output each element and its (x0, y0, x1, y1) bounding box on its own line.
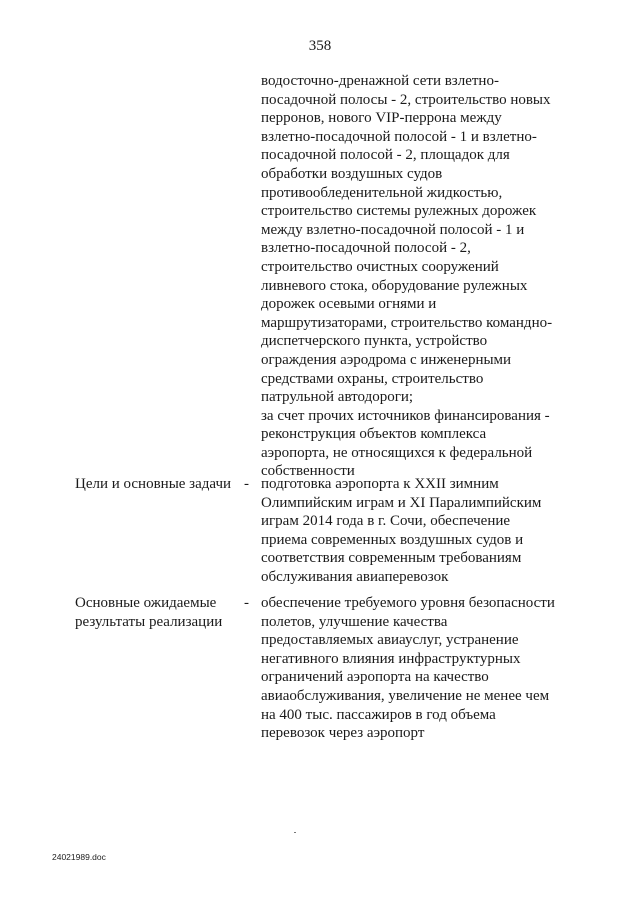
text-line: водосточно-дренажной сети взлетно- (261, 73, 499, 89)
text-line: подготовка аэропорта к XXII зимним (261, 476, 499, 492)
text-line: ограничений аэропорта на качество (261, 669, 489, 686)
text-line: перронов, нового VIP-перрона между (261, 110, 502, 127)
text-line: полетов, улучшение качества (261, 613, 448, 630)
label-line: Цели и основные задачи (75, 476, 232, 492)
text-line: диспетчерского пункта, устройство (261, 333, 488, 350)
page-number: 358 (308, 38, 332, 54)
label-line: Основные ожидаемые (75, 595, 217, 611)
text-line: соответствия современным требованиям (261, 550, 522, 567)
text-line: обработки воздушных судов (261, 165, 443, 182)
text-line: на 400 тыс. пассажиров в год объема (261, 706, 496, 723)
text-line: противообледенительной жидкостью, (261, 184, 503, 201)
text-line: посадочной полосой - 2, площадок для (261, 147, 510, 164)
text-line: ограждения аэродрома с инженерными (261, 351, 512, 368)
text-line: собственности (261, 463, 355, 480)
text-line: авиаобслуживания, увеличение не менее чем (261, 687, 550, 704)
goals-dash: - (244, 476, 249, 492)
expected-results-label (75, 594, 240, 631)
text-line: обслуживания авиаперевозок (261, 568, 449, 585)
text-line: негативного влияния инфраструктурных (261, 650, 521, 667)
text-line: дорожек осевыми огнями и (261, 296, 437, 313)
text-line: маршрутизаторами, строительство командно- (261, 314, 553, 331)
text-line: реконструкция объектов комплекса (261, 426, 487, 443)
text-line: патрульной автодороги; (261, 389, 414, 406)
goals-value (261, 475, 601, 587)
text-line: обеспечение требуемого уровня безопасности (261, 595, 555, 611)
text-line: средствами охраны, строительство (261, 370, 484, 387)
text-line: взлетно-посадочной полосой - 2, (261, 240, 471, 257)
scan-speck (294, 832, 296, 833)
continuation-paragraph (261, 72, 601, 481)
expected-results-dash: - (244, 595, 249, 611)
text-line: Олимпийским играм и XI Паралимпийским (261, 494, 542, 511)
goals-label (75, 475, 240, 494)
text-line: предоставляемых авиауслуг, устранение (261, 632, 519, 649)
text-line: аэропорта, не относящихся к федеральной (261, 444, 533, 461)
text-line: строительство очистных сооружений (261, 258, 499, 275)
text-line: посадочной полосы - 2, строительство новых (261, 91, 551, 108)
text-line: строительство системы рулежных дорожек (261, 203, 537, 220)
footer-filename: 24021989.doc (52, 852, 106, 862)
text-line: взлетно-посадочной полосой - 1 и взлетно- (261, 128, 537, 145)
label-line: результаты реализации (75, 613, 223, 630)
expected-results-value (261, 594, 601, 743)
text-line: между взлетно-посадочной полосой - 1 и (261, 221, 525, 238)
text-line: играм 2014 года в г. Сочи, обеспечение (261, 513, 511, 530)
text-line: приема современных воздушных судов и (261, 531, 524, 548)
text-line: ливневого стока, оборудование рулежных (261, 277, 528, 294)
text-line: перевозок через аэропорт (261, 725, 425, 742)
text-line: за счет прочих источников финансирования - (261, 407, 550, 424)
